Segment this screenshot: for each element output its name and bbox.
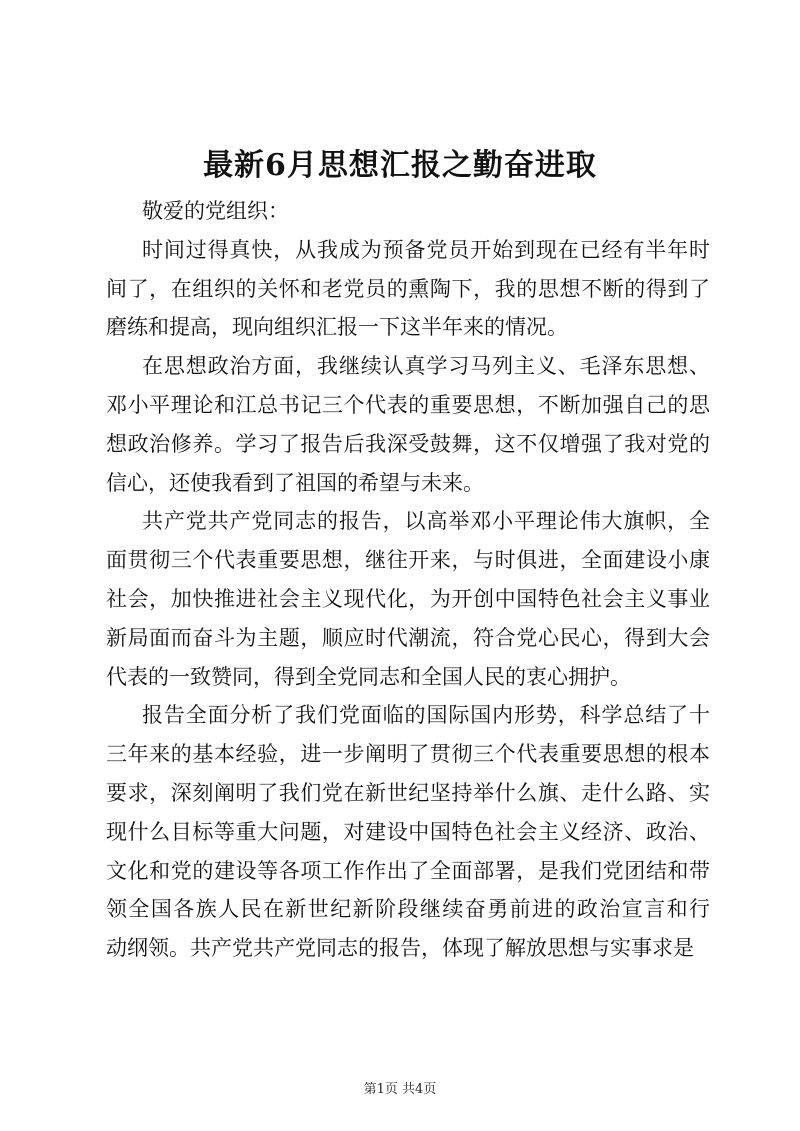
text-line: 敬爱的党组织： <box>142 199 289 223</box>
paragraph <box>106 696 710 968</box>
text-line: 共产党共产党同志的报告，以高举邓小平理论伟大旗帜，全 <box>142 509 710 534</box>
text-line: 磨练和提高，现向组织汇报一下这半年来的情况。 <box>106 315 568 340</box>
paragraph <box>106 347 710 502</box>
text-line: 要求，深刻阐明了我们党在新世纪坚持举什么旗、走什么路、实 <box>106 780 710 805</box>
text-line: 新局面而奋斗为主题，顺应时代潮流，符合党心民心，得到大会 <box>106 625 710 650</box>
text-line: 动纲领。共产党共产党同志的报告，体现了解放思想与实事求是 <box>106 936 694 961</box>
text-line: 间了，在组织的关怀和老党员的熏陶下，我的思想不断的得到了 <box>106 276 710 301</box>
text-line: 文化和党的建设等各项工作作出了全面部署，是我们党团结和带 <box>106 858 710 883</box>
text-line: 邓小平理论和江总书记三个代表的重要思想，不断加强自己的思 <box>106 392 710 417</box>
document-title: 最新6月思想汇报之勤奋进取 <box>203 148 597 183</box>
text-line: 现什么目标等重大问题，对建设中国特色社会主义经济、政治、 <box>106 819 710 844</box>
text-line: 想政治修养。学习了报告后我深受鼓舞，这不仅增强了我对党的 <box>106 431 710 456</box>
paragraph <box>106 502 710 696</box>
text-line: 社会，加快推进社会主义现代化，为开创中国特色社会主义事业 <box>106 586 710 611</box>
text-line: 面贯彻三个代表重要思想，继往开来，与时俱进，全面建设小康 <box>106 548 710 573</box>
text-line: 代表的一致赞同，得到全党同志和全国人民的衷心拥护。 <box>106 664 631 689</box>
text-line: 领全国各族人民在新世纪新阶段继续奋勇前进的政治宣言和行 <box>106 897 710 922</box>
text-line: 信心，还使我看到了祖国的希望与未来。 <box>106 470 484 495</box>
paragraph <box>106 231 710 347</box>
paragraph <box>106 192 710 231</box>
text-line: 三年来的基本经验，进一步阐明了贯彻三个代表重要思想的根本 <box>106 742 710 767</box>
text-line: 报告全面分析了我们党面临的国际国内形势，科学总结了十 <box>142 703 710 728</box>
page-footer: 第1页 共4页 <box>363 1082 437 1097</box>
text-line: 在思想政治方面，我继续认真学习马列主义、毛泽东思想、 <box>142 354 710 379</box>
text-line: 时间过得真快，从我成为预备党员开始到现在已经有半年时 <box>142 237 710 262</box>
document-body <box>106 192 710 968</box>
